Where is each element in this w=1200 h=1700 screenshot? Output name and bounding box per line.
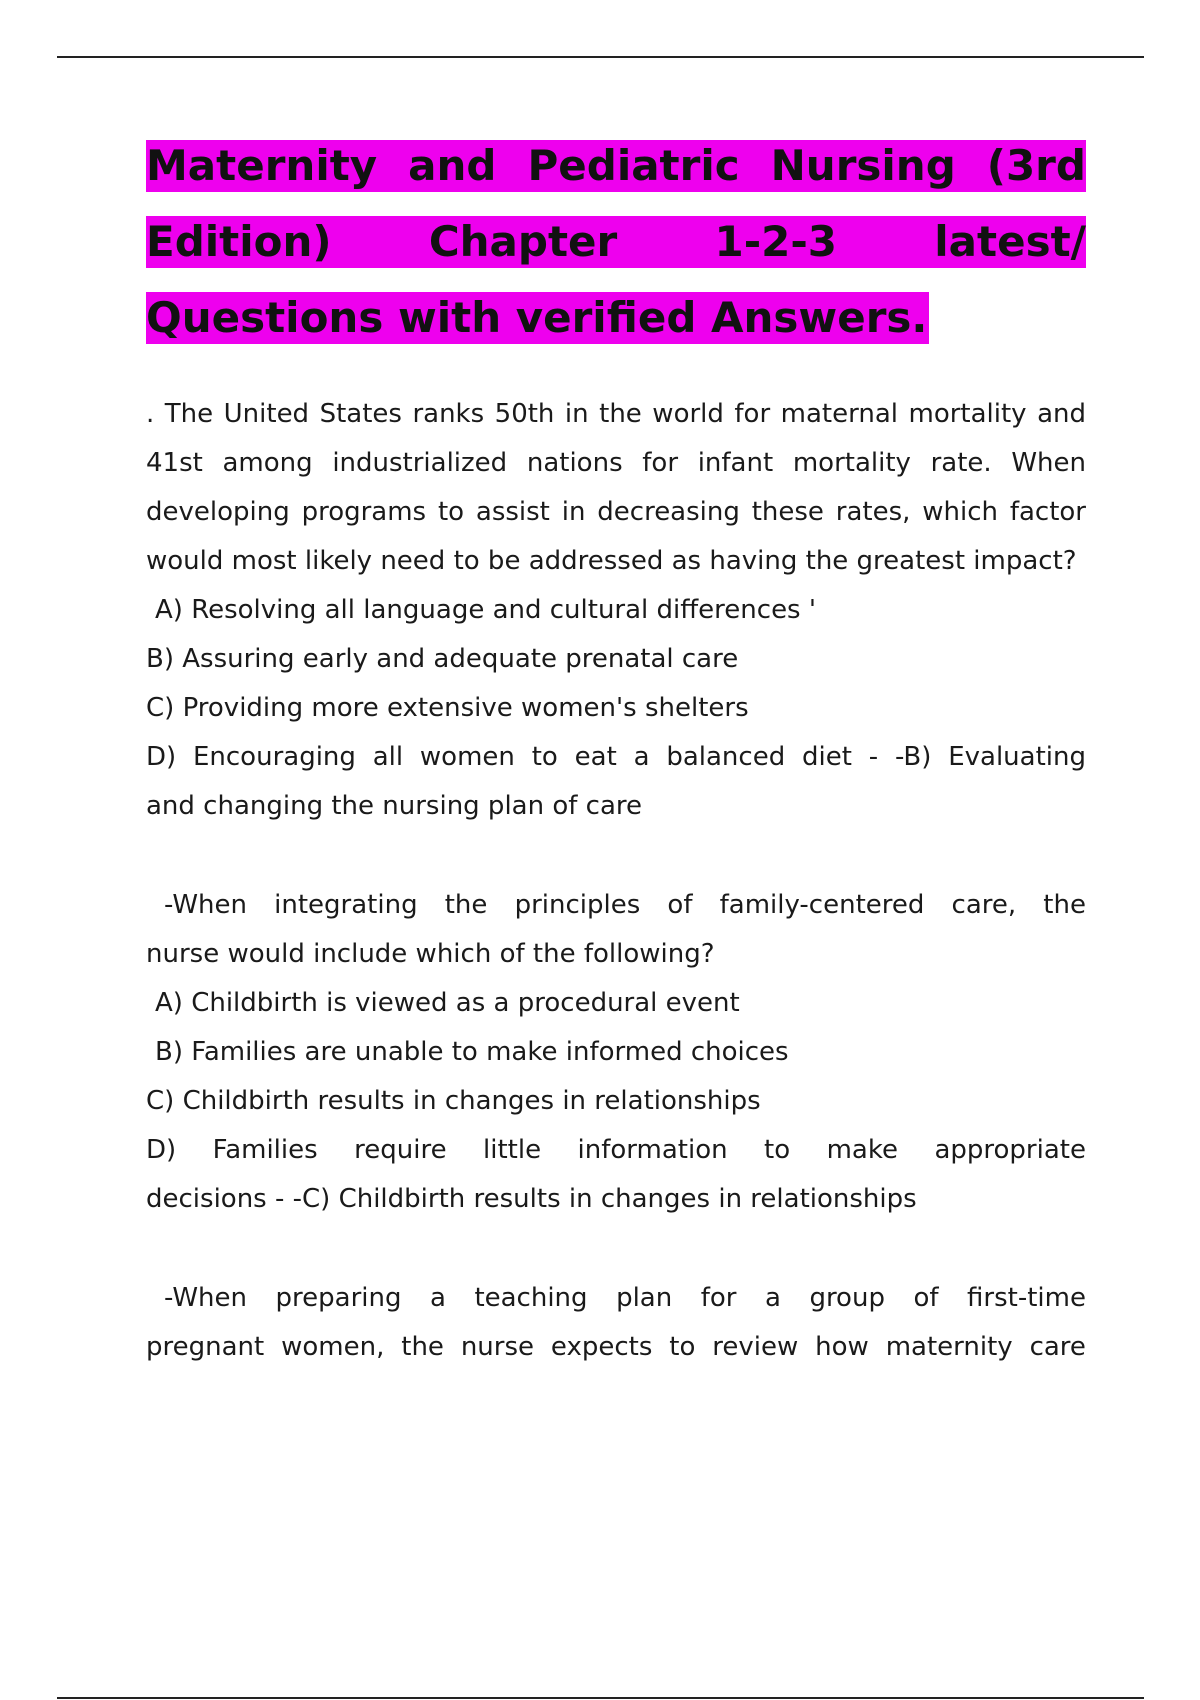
word: group — [809, 1283, 885, 1313]
word: Evaluating — [948, 742, 1086, 772]
word: information — [577, 1135, 728, 1165]
word: Families — [212, 1135, 318, 1165]
question-2-option-c: C) Childbirth results in changes in relationships — [146, 1086, 761, 1116]
word: care — [1029, 1332, 1086, 1362]
word: - — [868, 742, 879, 772]
word: (3rd — [986, 141, 1086, 190]
word: women — [419, 742, 515, 772]
question-1-stem: . The United States ranks 50th in the world for maternal mortality and 41st among industrialized nations for infant mortality rate. When developing programs to assist in decreasing these rates, which factor would most likely need to be addressed as having the greatest impact? — [146, 399, 1086, 576]
question-2-stem — [146, 881, 1086, 930]
word: require — [354, 1135, 447, 1165]
word: principles — [514, 890, 641, 920]
word: Pediatric — [527, 141, 740, 190]
word: the — [401, 1332, 444, 1362]
question-2-stem-continuation: nurse would include which of the following? — [146, 939, 715, 969]
word: integrating — [274, 890, 418, 920]
word: preparing — [275, 1283, 402, 1313]
top-rule — [57, 56, 1144, 58]
question-2-option-a: A) Childbirth is viewed as a procedural event — [155, 988, 740, 1018]
question-1-option-b: B) Assuring early and adequate prenatal care — [146, 644, 739, 674]
question-1-answer-continuation: and changing the nursing plan of care — [146, 791, 643, 821]
word: the — [444, 890, 488, 920]
word: D) — [146, 1135, 177, 1165]
word: eat — [574, 742, 617, 772]
word: first-time — [967, 1283, 1086, 1313]
word: plan — [616, 1283, 673, 1313]
word: how — [815, 1332, 869, 1362]
spacer — [146, 831, 1086, 881]
title-highlight — [146, 216, 1086, 268]
question-2-option-b: B) Families are unable to make informed choices — [155, 1037, 789, 1067]
title-highlight: Questions with verified Answers. — [146, 293, 928, 342]
word: Chapter — [428, 217, 618, 266]
word: latest/ — [934, 217, 1086, 266]
word: diet — [802, 742, 852, 772]
question-3-stem-continuation — [146, 1323, 1086, 1372]
word: expects — [550, 1332, 653, 1362]
word: of — [913, 1283, 939, 1313]
word: a — [429, 1283, 446, 1313]
word: 1-2-3 — [714, 217, 838, 266]
word: Nursing — [770, 141, 956, 190]
question-1-option-d — [146, 733, 1086, 782]
word: a — [764, 1283, 781, 1313]
question-1-option-c: C) Providing more extensive women's shelters — [146, 693, 749, 723]
question-2-answer-continuation: decisions - -C) Childbirth results in changes in relationships — [146, 1184, 917, 1214]
word: -When — [164, 1283, 247, 1313]
word: and — [408, 141, 497, 190]
word: to — [764, 1135, 791, 1165]
title-highlight — [146, 140, 1086, 192]
word: D) — [146, 742, 177, 772]
word: the — [1043, 890, 1086, 920]
word: pregnant — [146, 1332, 265, 1362]
word: maternity — [885, 1332, 1013, 1362]
question-3-stem — [146, 1274, 1086, 1323]
spacer — [146, 1224, 1086, 1274]
word: -B) — [894, 742, 932, 772]
bottom-rule — [57, 1697, 1144, 1699]
question-1-option-a: A) Resolving all language and cultural differences ' — [155, 595, 817, 625]
word: little — [483, 1135, 542, 1165]
document-body — [146, 140, 1086, 1372]
word: appropriate — [934, 1135, 1086, 1165]
word: family-centered — [719, 890, 925, 920]
word: Encouraging — [192, 742, 356, 772]
word: care, — [951, 890, 1017, 920]
word: women, — [281, 1332, 385, 1362]
word: a — [633, 742, 650, 772]
word: -When — [164, 890, 247, 920]
word: Maternity — [146, 141, 378, 190]
word: to — [531, 742, 558, 772]
word: review — [712, 1332, 799, 1362]
word: balanced — [666, 742, 786, 772]
title-line-2 — [146, 216, 1086, 292]
title-line-3 — [146, 292, 1086, 368]
word: of — [667, 890, 693, 920]
word: to — [669, 1332, 696, 1362]
question-2-option-d — [146, 1126, 1086, 1175]
word: make — [826, 1135, 898, 1165]
word: for — [700, 1283, 737, 1313]
word: teaching — [474, 1283, 588, 1313]
title-line-1 — [146, 140, 1086, 216]
word: Edition) — [146, 217, 332, 266]
word: nurse — [460, 1332, 535, 1362]
word: all — [372, 742, 404, 772]
